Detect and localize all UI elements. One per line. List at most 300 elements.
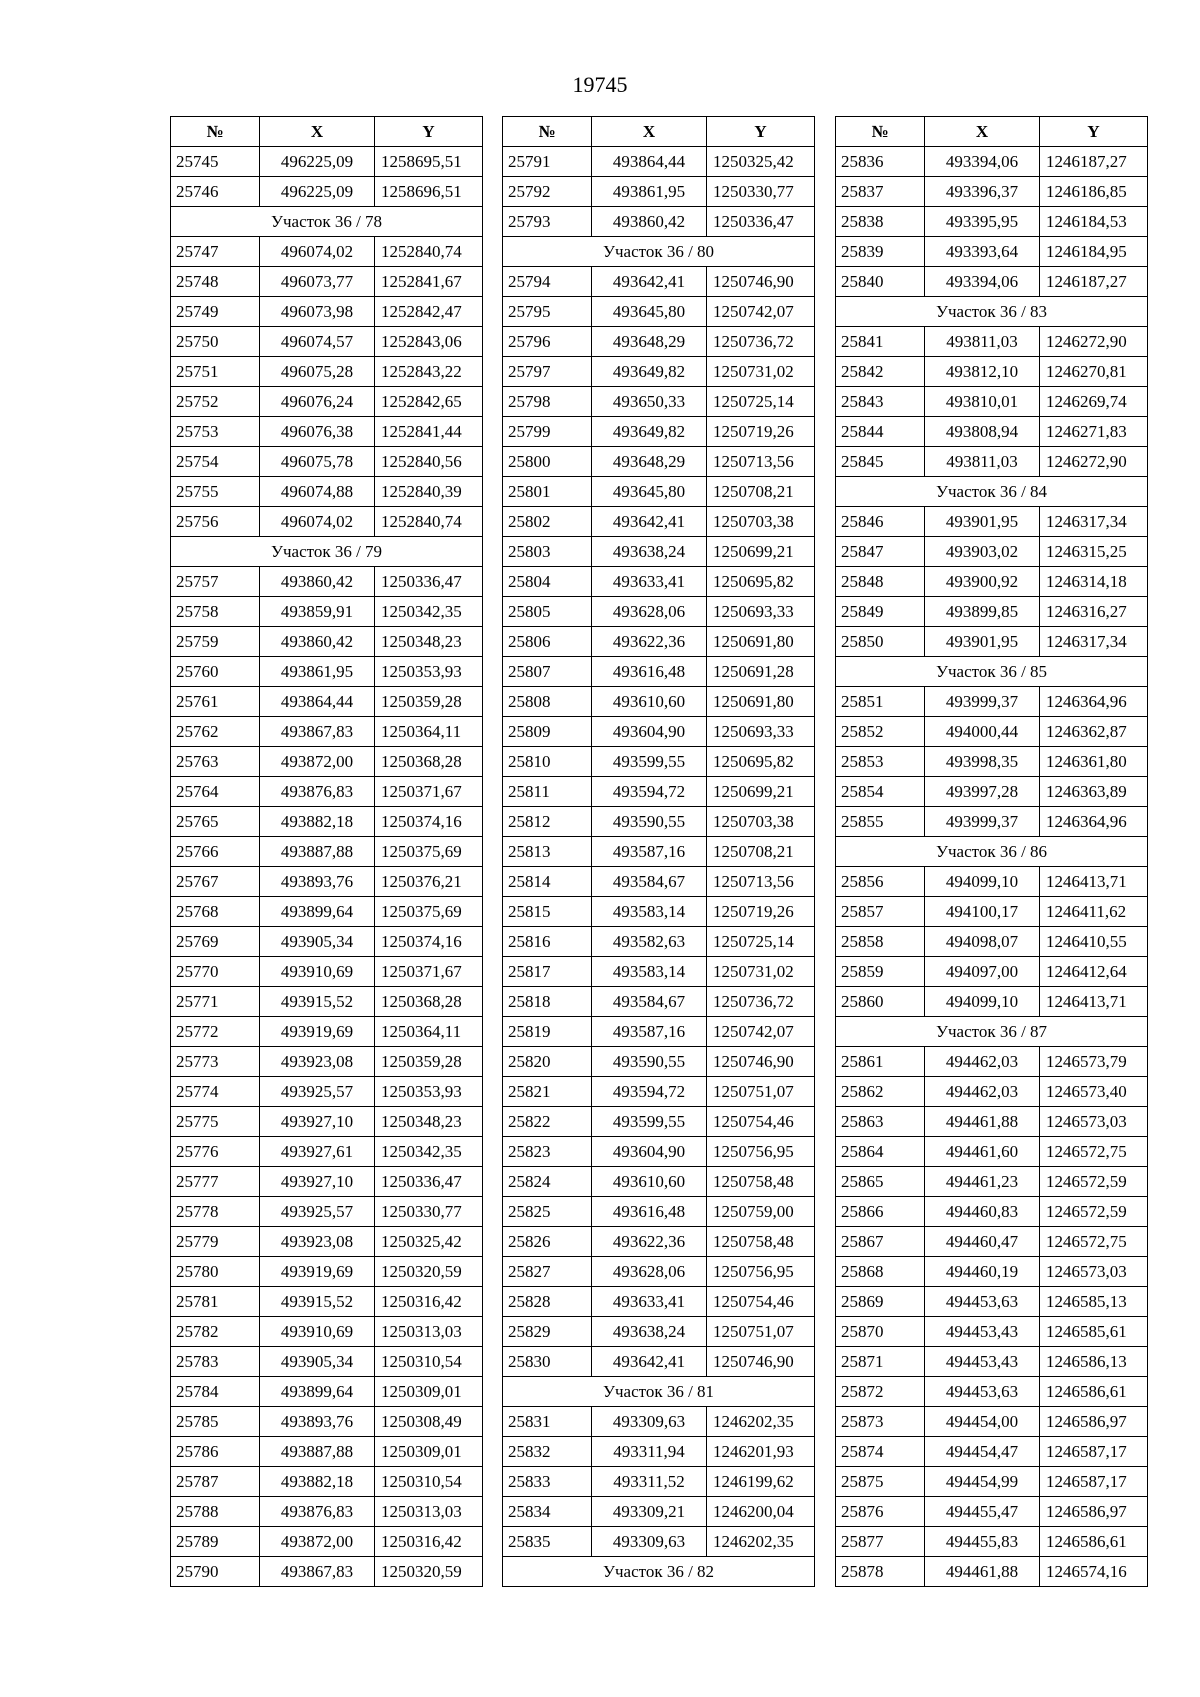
y-coordinate-cell: 1250359,28 <box>375 1047 483 1077</box>
header-x: X <box>925 117 1040 147</box>
point-number-cell: 25795 <box>503 297 592 327</box>
point-number-cell: 25756 <box>171 507 260 537</box>
y-coordinate-cell: 1250746,90 <box>707 267 815 297</box>
section-title: Участок 36 / 86 <box>836 837 1148 867</box>
table-row <box>503 1257 815 1287</box>
x-coordinate-cell: 493901,95 <box>925 507 1040 537</box>
point-number-cell: 25878 <box>836 1557 925 1587</box>
y-coordinate-cell: 1250759,00 <box>707 1197 815 1227</box>
y-coordinate-cell: 1246184,95 <box>1040 237 1148 267</box>
table-row <box>836 1137 1148 1167</box>
table-row <box>836 1467 1148 1497</box>
point-number-cell: 25861 <box>836 1047 925 1077</box>
y-coordinate-cell: 1250691,80 <box>707 627 815 657</box>
table-row <box>836 927 1148 957</box>
point-number-cell: 25808 <box>503 687 592 717</box>
table-row <box>171 747 483 777</box>
point-number-cell: 25814 <box>503 867 592 897</box>
x-coordinate-cell: 493604,90 <box>592 1137 707 1167</box>
point-number-cell: 25844 <box>836 417 925 447</box>
point-number-cell: 25789 <box>171 1527 260 1557</box>
y-coordinate-cell: 1246272,90 <box>1040 447 1148 477</box>
table-row <box>171 1317 483 1347</box>
point-number-cell: 25780 <box>171 1257 260 1287</box>
table-row <box>171 1497 483 1527</box>
table-row <box>836 1047 1148 1077</box>
x-coordinate-cell: 493622,36 <box>592 627 707 657</box>
coordinates-table-1 <box>170 116 483 1587</box>
table-row <box>171 1557 483 1587</box>
y-coordinate-cell: 1250713,56 <box>707 867 815 897</box>
x-coordinate-cell: 494454,00 <box>925 1407 1040 1437</box>
y-coordinate-cell: 1252842,65 <box>375 387 483 417</box>
table-row <box>171 147 483 177</box>
x-coordinate-cell: 493876,83 <box>260 1497 375 1527</box>
table-row <box>171 267 483 297</box>
point-number-cell: 25876 <box>836 1497 925 1527</box>
point-number-cell: 25843 <box>836 387 925 417</box>
table-row <box>836 807 1148 837</box>
x-coordinate-cell: 496074,88 <box>260 477 375 507</box>
x-coordinate-cell: 496074,02 <box>260 507 375 537</box>
y-coordinate-cell: 1246586,97 <box>1040 1407 1148 1437</box>
table-row <box>503 777 815 807</box>
x-coordinate-cell: 493582,63 <box>592 927 707 957</box>
x-coordinate-cell: 493860,42 <box>260 567 375 597</box>
y-coordinate-cell: 1246202,35 <box>707 1527 815 1557</box>
y-coordinate-cell: 1250325,42 <box>375 1227 483 1257</box>
x-coordinate-cell: 496073,77 <box>260 267 375 297</box>
table-row <box>171 297 483 327</box>
x-coordinate-cell: 494461,23 <box>925 1167 1040 1197</box>
x-coordinate-cell: 496225,09 <box>260 177 375 207</box>
x-coordinate-cell: 494462,03 <box>925 1047 1040 1077</box>
point-number-cell: 25825 <box>503 1197 592 1227</box>
table-row <box>503 327 815 357</box>
point-number-cell: 25816 <box>503 927 592 957</box>
point-number-cell: 25801 <box>503 477 592 507</box>
x-coordinate-cell: 496074,57 <box>260 327 375 357</box>
table-row <box>503 747 815 777</box>
y-coordinate-cell: 1246573,79 <box>1040 1047 1148 1077</box>
point-number-cell: 25754 <box>171 447 260 477</box>
table-row <box>836 687 1148 717</box>
y-coordinate-cell: 1250742,07 <box>707 297 815 327</box>
point-number-cell: 25821 <box>503 1077 592 1107</box>
point-number-cell: 25797 <box>503 357 592 387</box>
point-number-cell: 25784 <box>171 1377 260 1407</box>
x-coordinate-cell: 496225,09 <box>260 147 375 177</box>
y-coordinate-cell: 1250742,07 <box>707 1017 815 1047</box>
x-coordinate-cell: 493628,06 <box>592 597 707 627</box>
table-row <box>171 1227 483 1257</box>
x-coordinate-cell: 494098,07 <box>925 927 1040 957</box>
table-row <box>171 1467 483 1497</box>
table-row <box>836 1377 1148 1407</box>
y-coordinate-cell: 1250691,28 <box>707 657 815 687</box>
y-coordinate-cell: 1250375,69 <box>375 897 483 927</box>
table-row <box>836 267 1148 297</box>
point-number-cell: 25778 <box>171 1197 260 1227</box>
y-coordinate-cell: 1250725,14 <box>707 387 815 417</box>
table-row <box>836 1287 1148 1317</box>
y-coordinate-cell: 1250754,46 <box>707 1287 815 1317</box>
x-coordinate-cell: 494453,43 <box>925 1317 1040 1347</box>
point-number-cell: 25813 <box>503 837 592 867</box>
x-coordinate-cell: 494000,44 <box>925 717 1040 747</box>
x-coordinate-cell: 493859,91 <box>260 597 375 627</box>
x-coordinate-cell: 494453,63 <box>925 1377 1040 1407</box>
table-row <box>836 147 1148 177</box>
table-row <box>836 237 1148 267</box>
point-number-cell: 25839 <box>836 237 925 267</box>
y-coordinate-cell: 1246270,81 <box>1040 357 1148 387</box>
table-row <box>171 897 483 927</box>
point-number-cell: 25774 <box>171 1077 260 1107</box>
point-number-cell: 25858 <box>836 927 925 957</box>
x-coordinate-cell: 493811,03 <box>925 327 1040 357</box>
header-y: Y <box>1040 117 1148 147</box>
point-number-cell: 25763 <box>171 747 260 777</box>
x-coordinate-cell: 494100,17 <box>925 897 1040 927</box>
point-number-cell: 25802 <box>503 507 592 537</box>
table-row <box>503 837 815 867</box>
point-number-cell: 25849 <box>836 597 925 627</box>
point-number-cell: 25846 <box>836 507 925 537</box>
y-coordinate-cell: 1250320,59 <box>375 1257 483 1287</box>
x-coordinate-cell: 493638,24 <box>592 537 707 567</box>
table-row <box>171 507 483 537</box>
table-row <box>171 867 483 897</box>
x-coordinate-cell: 493923,08 <box>260 1227 375 1257</box>
x-coordinate-cell: 494453,63 <box>925 1287 1040 1317</box>
point-number-cell: 25824 <box>503 1167 592 1197</box>
table-row <box>836 867 1148 897</box>
point-number-cell: 25855 <box>836 807 925 837</box>
x-coordinate-cell: 493594,72 <box>592 777 707 807</box>
y-coordinate-cell: 1250746,90 <box>707 1347 815 1377</box>
y-coordinate-cell: 1250371,67 <box>375 777 483 807</box>
point-number-cell: 25790 <box>171 1557 260 1587</box>
table-row <box>171 477 483 507</box>
point-number-cell: 25864 <box>836 1137 925 1167</box>
table-row <box>503 957 815 987</box>
point-number-cell: 25798 <box>503 387 592 417</box>
table-header-row <box>503 117 815 147</box>
y-coordinate-cell: 1252842,47 <box>375 297 483 327</box>
x-coordinate-cell: 493915,52 <box>260 987 375 1017</box>
y-coordinate-cell: 1250695,82 <box>707 567 815 597</box>
point-number-cell: 25857 <box>836 897 925 927</box>
x-coordinate-cell: 493610,60 <box>592 687 707 717</box>
y-coordinate-cell: 1246364,96 <box>1040 687 1148 717</box>
x-coordinate-cell: 493642,41 <box>592 1347 707 1377</box>
point-number-cell: 25799 <box>503 417 592 447</box>
point-number-cell: 25837 <box>836 177 925 207</box>
section-title: Участок 36 / 87 <box>836 1017 1148 1047</box>
table-row <box>836 1347 1148 1377</box>
point-number-cell: 25766 <box>171 837 260 867</box>
section-title: Участок 36 / 83 <box>836 297 1148 327</box>
y-coordinate-cell: 1246573,40 <box>1040 1077 1148 1107</box>
point-number-cell: 25841 <box>836 327 925 357</box>
x-coordinate-cell: 494461,88 <box>925 1107 1040 1137</box>
table-row <box>503 207 815 237</box>
x-coordinate-cell: 493812,10 <box>925 357 1040 387</box>
table-row <box>836 207 1148 237</box>
table-row <box>836 417 1148 447</box>
point-number-cell: 25852 <box>836 717 925 747</box>
point-number-cell: 25794 <box>503 267 592 297</box>
table-row <box>503 927 815 957</box>
point-number-cell: 25761 <box>171 687 260 717</box>
point-number-cell: 25817 <box>503 957 592 987</box>
x-coordinate-cell: 493893,76 <box>260 1407 375 1437</box>
point-number-cell: 25770 <box>171 957 260 987</box>
coordinates-table-3 <box>835 116 1148 1587</box>
point-number-cell: 25773 <box>171 1047 260 1077</box>
y-coordinate-cell: 1250364,11 <box>375 717 483 747</box>
section-title: Участок 36 / 82 <box>503 1557 815 1587</box>
table-row <box>503 297 815 327</box>
y-coordinate-cell: 1250703,38 <box>707 807 815 837</box>
x-coordinate-cell: 493887,88 <box>260 837 375 867</box>
x-coordinate-cell: 493642,41 <box>592 267 707 297</box>
table-row <box>503 1527 815 1557</box>
x-coordinate-cell: 496075,28 <box>260 357 375 387</box>
table-row <box>836 1227 1148 1257</box>
section-title: Участок 36 / 85 <box>836 657 1148 687</box>
y-coordinate-cell: 1246269,74 <box>1040 387 1148 417</box>
table-row <box>836 627 1148 657</box>
x-coordinate-cell: 493309,21 <box>592 1497 707 1527</box>
table-row <box>171 1107 483 1137</box>
y-coordinate-cell: 1250309,01 <box>375 1377 483 1407</box>
table-row <box>171 657 483 687</box>
section-row <box>836 837 1148 867</box>
table-row <box>836 1527 1148 1557</box>
point-number-cell: 25826 <box>503 1227 592 1257</box>
x-coordinate-cell: 493638,24 <box>592 1317 707 1347</box>
point-number-cell: 25804 <box>503 567 592 597</box>
table-row <box>171 1017 483 1047</box>
point-number-cell: 25762 <box>171 717 260 747</box>
y-coordinate-cell: 1246573,03 <box>1040 1257 1148 1287</box>
table-row <box>503 987 815 1017</box>
section-row <box>836 1017 1148 1047</box>
section-row <box>836 657 1148 687</box>
y-coordinate-cell: 1250313,03 <box>375 1317 483 1347</box>
point-number-cell: 25782 <box>171 1317 260 1347</box>
header-number: № <box>836 117 925 147</box>
y-coordinate-cell: 1250719,26 <box>707 417 815 447</box>
table-row <box>171 177 483 207</box>
point-number-cell: 25788 <box>171 1497 260 1527</box>
x-coordinate-cell: 496076,24 <box>260 387 375 417</box>
x-coordinate-cell: 493628,06 <box>592 1257 707 1287</box>
y-coordinate-cell: 1250309,01 <box>375 1437 483 1467</box>
x-coordinate-cell: 493887,88 <box>260 1437 375 1467</box>
table-row <box>171 1077 483 1107</box>
x-coordinate-cell: 493998,35 <box>925 747 1040 777</box>
x-coordinate-cell: 493309,63 <box>592 1527 707 1557</box>
y-coordinate-cell: 1250364,11 <box>375 1017 483 1047</box>
point-number-cell: 25772 <box>171 1017 260 1047</box>
y-coordinate-cell: 1246272,90 <box>1040 327 1148 357</box>
y-coordinate-cell: 1250320,59 <box>375 1557 483 1587</box>
table-row <box>171 417 483 447</box>
point-number-cell: 25753 <box>171 417 260 447</box>
y-coordinate-cell: 1250725,14 <box>707 927 815 957</box>
y-coordinate-cell: 1252840,39 <box>375 477 483 507</box>
table-row <box>171 1137 483 1167</box>
table-row <box>503 447 815 477</box>
x-coordinate-cell: 494455,83 <box>925 1527 1040 1557</box>
point-number-cell: 25811 <box>503 777 592 807</box>
section-title: Участок 36 / 80 <box>503 237 815 267</box>
point-number-cell: 25866 <box>836 1197 925 1227</box>
point-number-cell: 25807 <box>503 657 592 687</box>
table-row <box>503 1047 815 1077</box>
y-coordinate-cell: 1246186,85 <box>1040 177 1148 207</box>
y-coordinate-cell: 1246199,62 <box>707 1467 815 1497</box>
table-row <box>171 387 483 417</box>
point-number-cell: 25765 <box>171 807 260 837</box>
y-coordinate-cell: 1250348,23 <box>375 627 483 657</box>
x-coordinate-cell: 494460,19 <box>925 1257 1040 1287</box>
x-coordinate-cell: 494461,60 <box>925 1137 1040 1167</box>
y-coordinate-cell: 1246572,59 <box>1040 1167 1148 1197</box>
x-coordinate-cell: 493910,69 <box>260 957 375 987</box>
x-coordinate-cell: 493650,33 <box>592 387 707 417</box>
y-coordinate-cell: 1250703,38 <box>707 507 815 537</box>
table-row <box>503 657 815 687</box>
point-number-cell: 25854 <box>836 777 925 807</box>
point-number-cell: 25851 <box>836 687 925 717</box>
table-row <box>503 1017 815 1047</box>
y-coordinate-cell: 1250330,77 <box>375 1197 483 1227</box>
y-coordinate-cell: 1250708,21 <box>707 837 815 867</box>
y-coordinate-cell: 1250699,21 <box>707 777 815 807</box>
point-number-cell: 25812 <box>503 807 592 837</box>
point-number-cell: 25832 <box>503 1437 592 1467</box>
y-coordinate-cell: 1250713,56 <box>707 447 815 477</box>
table-row <box>503 1167 815 1197</box>
table-row <box>836 177 1148 207</box>
y-coordinate-cell: 1246317,34 <box>1040 507 1148 537</box>
x-coordinate-cell: 494454,99 <box>925 1467 1040 1497</box>
x-coordinate-cell: 493599,55 <box>592 1107 707 1137</box>
y-coordinate-cell: 1250336,47 <box>375 567 483 597</box>
point-number-cell: 25803 <box>503 537 592 567</box>
x-coordinate-cell: 494097,00 <box>925 957 1040 987</box>
y-coordinate-cell: 1250308,49 <box>375 1407 483 1437</box>
point-number-cell: 25873 <box>836 1407 925 1437</box>
y-coordinate-cell: 1250368,28 <box>375 747 483 777</box>
y-coordinate-cell: 1246184,53 <box>1040 207 1148 237</box>
table-row <box>503 537 815 567</box>
x-coordinate-cell: 493590,55 <box>592 1047 707 1077</box>
y-coordinate-cell: 1250376,21 <box>375 867 483 897</box>
x-coordinate-cell: 493604,90 <box>592 717 707 747</box>
point-number-cell: 25785 <box>171 1407 260 1437</box>
header-y: Y <box>707 117 815 147</box>
page-number: 19745 <box>572 72 628 97</box>
y-coordinate-cell: 1250693,33 <box>707 597 815 627</box>
table-row <box>171 987 483 1017</box>
table-row <box>503 147 815 177</box>
point-number-cell: 25746 <box>171 177 260 207</box>
x-coordinate-cell: 496074,02 <box>260 237 375 267</box>
x-coordinate-cell: 493997,28 <box>925 777 1040 807</box>
y-coordinate-cell: 1250691,80 <box>707 687 815 717</box>
x-coordinate-cell: 494462,03 <box>925 1077 1040 1107</box>
table-row <box>503 627 815 657</box>
y-coordinate-cell: 1250316,42 <box>375 1527 483 1557</box>
x-coordinate-cell: 493872,00 <box>260 1527 375 1557</box>
x-coordinate-cell: 493616,48 <box>592 657 707 687</box>
point-number-cell: 25850 <box>836 627 925 657</box>
point-number-cell: 25769 <box>171 927 260 957</box>
x-coordinate-cell: 493393,64 <box>925 237 1040 267</box>
table-row <box>503 1497 815 1527</box>
x-coordinate-cell: 493642,41 <box>592 507 707 537</box>
y-coordinate-cell: 1252843,22 <box>375 357 483 387</box>
point-number-cell: 25791 <box>503 147 592 177</box>
y-coordinate-cell: 1250719,26 <box>707 897 815 927</box>
point-number-cell: 25809 <box>503 717 592 747</box>
y-coordinate-cell: 1250751,07 <box>707 1077 815 1107</box>
table-row <box>171 1527 483 1557</box>
x-coordinate-cell: 493915,52 <box>260 1287 375 1317</box>
x-coordinate-cell: 493633,41 <box>592 567 707 597</box>
table-row <box>836 537 1148 567</box>
y-coordinate-cell: 1246413,71 <box>1040 987 1148 1017</box>
table-row <box>171 1197 483 1227</box>
table-row <box>503 597 815 627</box>
x-coordinate-cell: 493867,83 <box>260 717 375 747</box>
point-number-cell: 25786 <box>171 1437 260 1467</box>
table-row <box>503 897 815 927</box>
table-row <box>836 1107 1148 1137</box>
point-number-cell: 25752 <box>171 387 260 417</box>
section-title: Участок 36 / 78 <box>171 207 483 237</box>
table-row <box>836 897 1148 927</box>
table-row <box>836 987 1148 1017</box>
x-coordinate-cell: 493810,01 <box>925 387 1040 417</box>
x-coordinate-cell: 493584,67 <box>592 987 707 1017</box>
point-number-cell: 25771 <box>171 987 260 1017</box>
x-coordinate-cell: 494460,47 <box>925 1227 1040 1257</box>
table-row <box>836 327 1148 357</box>
x-coordinate-cell: 493899,64 <box>260 897 375 927</box>
y-coordinate-cell: 1250731,02 <box>707 957 815 987</box>
table-row <box>503 1317 815 1347</box>
x-coordinate-cell: 496075,78 <box>260 447 375 477</box>
table-row <box>836 447 1148 477</box>
table-row <box>171 1347 483 1377</box>
y-coordinate-cell: 1252840,56 <box>375 447 483 477</box>
x-coordinate-cell: 494099,10 <box>925 867 1040 897</box>
table-row <box>503 1197 815 1227</box>
point-number-cell: 25830 <box>503 1347 592 1377</box>
x-coordinate-cell: 493925,57 <box>260 1077 375 1107</box>
x-coordinate-cell: 494461,88 <box>925 1557 1040 1587</box>
point-number-cell: 25800 <box>503 447 592 477</box>
x-coordinate-cell: 493905,34 <box>260 927 375 957</box>
section-row <box>836 477 1148 507</box>
point-number-cell: 25831 <box>503 1407 592 1437</box>
